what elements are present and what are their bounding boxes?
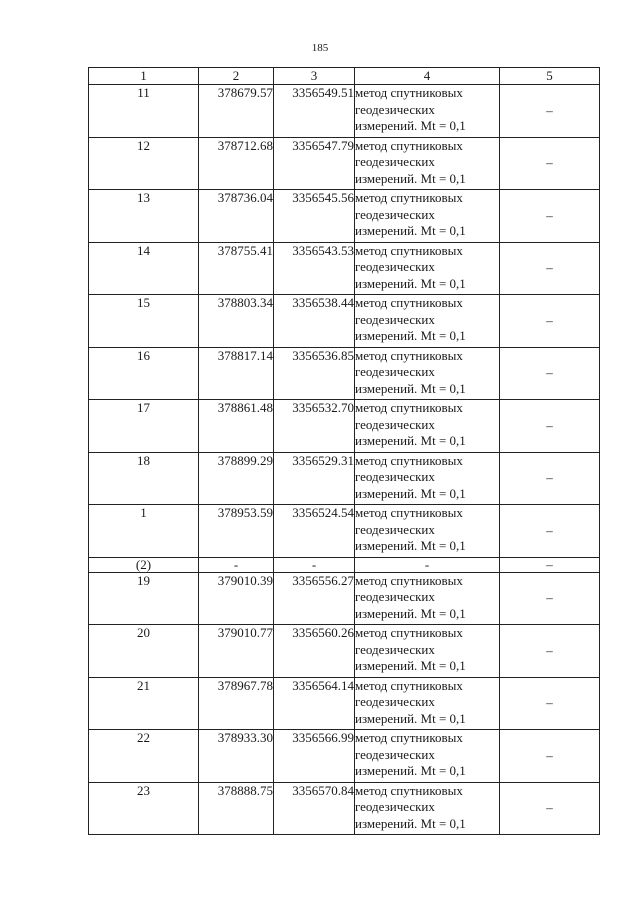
x-coordinate-cell: 379010.39 — [199, 572, 274, 625]
method-text-line: геодезических — [355, 416, 435, 432]
method-text-line: метод спутниковых — [355, 572, 463, 588]
table-row — [89, 677, 600, 730]
method-text-line: измерений. Mt = 0,1 — [355, 118, 466, 133]
point-number-cell: 1 — [89, 505, 199, 558]
y-coordinate-cell: 3356536.85 — [274, 347, 355, 400]
method-text-line: метод спутниковых — [355, 137, 463, 153]
method-cell — [355, 677, 500, 730]
method-text-line: измерений. Mt = 0,1 — [355, 485, 466, 501]
col5-dash-cell: – — [500, 137, 600, 190]
method-text-line: метод спутниковых — [355, 400, 463, 415]
method-text-line: геодезических — [355, 206, 435, 222]
method-cell — [355, 400, 500, 453]
table-row — [89, 295, 600, 348]
method-text-line: геодезических — [355, 589, 435, 604]
table-row — [89, 452, 600, 505]
method-text-line: измерений. Mt = 0,1 — [355, 170, 466, 186]
method-cell — [355, 347, 500, 400]
method-text-line: измерений. Mt = 0,1 — [355, 605, 466, 621]
point-number-cell: 22 — [89, 730, 199, 783]
y-dash-cell: - — [274, 557, 355, 572]
method-text-line: метод спутниковых — [355, 347, 463, 363]
x-coordinate-cell: 378712.68 — [199, 137, 274, 190]
table-row — [89, 625, 600, 678]
method-dash-cell: - — [355, 557, 500, 572]
y-coordinate-cell: 3356566.99 — [274, 730, 355, 783]
y-coordinate-cell: 3356545.56 — [274, 190, 355, 243]
method-cell — [355, 242, 500, 295]
method-cell — [355, 452, 500, 505]
y-coordinate-cell: 3356556.27 — [274, 572, 355, 625]
col5-dash-cell: – — [500, 730, 600, 783]
method-text-line: измерений. Mt = 0,1 — [355, 328, 466, 343]
y-coordinate-cell: 3356564.14 — [274, 677, 355, 730]
method-text-line: геодезических — [355, 746, 435, 762]
y-coordinate-cell: 3356560.26 — [274, 625, 355, 678]
col5-dash-cell: – — [500, 557, 600, 572]
header-col-5: 5 — [500, 68, 600, 85]
table-row — [89, 782, 600, 835]
table-row — [89, 137, 600, 190]
point-number-cell: 14 — [89, 242, 199, 295]
point-number-cell: 23 — [89, 782, 199, 835]
x-coordinate-cell: 378953.59 — [199, 505, 274, 558]
method-text-line: измерений. Mt = 0,1 — [355, 433, 466, 448]
method-text-line: геодезических — [355, 259, 435, 274]
method-cell — [355, 137, 500, 190]
y-coordinate-cell: 3356524.54 — [274, 505, 355, 558]
table-row — [89, 347, 600, 400]
point-number-cell: 19 — [89, 572, 199, 625]
coordinates-table — [88, 67, 600, 835]
col5-dash-cell: – — [500, 190, 600, 243]
y-coordinate-cell: 3356547.79 — [274, 137, 355, 190]
method-text-line: метод спутниковых — [355, 295, 463, 310]
method-text-line: метод спутниковых — [355, 452, 463, 468]
method-cell — [355, 85, 500, 138]
y-coordinate-cell: 3356570.84 — [274, 782, 355, 835]
point-number-cell: 12 — [89, 137, 199, 190]
x-coordinate-cell: 378736.04 — [199, 190, 274, 243]
contour-separator-row — [89, 557, 600, 572]
method-text-line: метод спутниковых — [355, 242, 463, 258]
method-text-line: измерений. Mt = 0,1 — [355, 763, 466, 778]
y-coordinate-cell: 3356538.44 — [274, 295, 355, 348]
method-cell — [355, 190, 500, 243]
y-coordinate-cell: 3356549.51 — [274, 85, 355, 138]
point-number-cell: 21 — [89, 677, 199, 730]
method-text-line: измерений. Mt = 0,1 — [355, 223, 466, 238]
col5-dash-cell: – — [500, 452, 600, 505]
method-text-line: измерений. Mt = 0,1 — [355, 275, 466, 291]
header-col-3: 3 — [274, 68, 355, 85]
header-col-1: 1 — [89, 68, 199, 85]
point-number-cell: 20 — [89, 625, 199, 678]
method-text-line: метод спутниковых — [355, 190, 463, 205]
method-text-line: измерений. Mt = 0,1 — [355, 538, 466, 553]
method-text-line: измерений. Mt = 0,1 — [355, 815, 466, 831]
col5-dash-cell: – — [500, 505, 600, 558]
col5-dash-cell: – — [500, 625, 600, 678]
method-text-line: геодезических — [355, 799, 435, 814]
x-coordinate-cell: 378861.48 — [199, 400, 274, 453]
method-cell — [355, 782, 500, 835]
col5-dash-cell: – — [500, 242, 600, 295]
method-text-line: измерений. Mt = 0,1 — [355, 380, 466, 396]
point-number-cell: 13 — [89, 190, 199, 243]
point-number-cell: 18 — [89, 452, 199, 505]
method-cell — [355, 730, 500, 783]
method-text-line: измерений. Mt = 0,1 — [355, 710, 466, 726]
method-text-line: метод спутниковых — [355, 85, 463, 100]
x-coordinate-cell: 378817.14 — [199, 347, 274, 400]
method-text-line: геодезических — [355, 311, 435, 327]
method-text-line: метод спутниковых — [355, 677, 463, 693]
table-row — [89, 242, 600, 295]
method-cell — [355, 625, 500, 678]
table-row — [89, 85, 600, 138]
table-row — [89, 572, 600, 625]
method-text-line: геодезических — [355, 521, 435, 537]
method-cell — [355, 572, 500, 625]
table-row — [89, 190, 600, 243]
method-text-line: метод спутниковых — [355, 782, 463, 798]
point-number-cell: 11 — [89, 85, 199, 138]
method-text-line: измерений. Mt = 0,1 — [355, 658, 466, 673]
contour-label-cell: (2) — [89, 557, 199, 572]
method-cell — [355, 295, 500, 348]
x-coordinate-cell: 378803.34 — [199, 295, 274, 348]
table-header-row — [89, 68, 600, 85]
point-number-cell: 15 — [89, 295, 199, 348]
table-row — [89, 505, 600, 558]
x-coordinate-cell: 378679.57 — [199, 85, 274, 138]
header-col-2: 2 — [199, 68, 274, 85]
col5-dash-cell: – — [500, 677, 600, 730]
x-coordinate-cell: 378933.30 — [199, 730, 274, 783]
method-text-line: метод спутниковых — [355, 625, 463, 640]
method-text-line: геодезических — [355, 469, 435, 484]
col5-dash-cell: – — [500, 782, 600, 835]
y-coordinate-cell: 3356529.31 — [274, 452, 355, 505]
x-coordinate-cell: 378755.41 — [199, 242, 274, 295]
x-coordinate-cell: 378888.75 — [199, 782, 274, 835]
point-number-cell: 16 — [89, 347, 199, 400]
table-row — [89, 400, 600, 453]
method-cell — [355, 505, 500, 558]
method-text-line: геодезических — [355, 101, 435, 117]
method-text-line: геодезических — [355, 364, 435, 379]
page-number: 185 — [311, 42, 329, 54]
y-coordinate-cell: 3356543.53 — [274, 242, 355, 295]
col5-dash-cell: – — [500, 572, 600, 625]
x-coordinate-cell: 378967.78 — [199, 677, 274, 730]
method-text-line: геодезических — [355, 641, 435, 657]
table-row — [89, 730, 600, 783]
col5-dash-cell: – — [500, 85, 600, 138]
x-coordinate-cell: 379010.77 — [199, 625, 274, 678]
method-text-line: метод спутниковых — [355, 505, 463, 520]
method-text-line: метод спутниковых — [355, 730, 463, 745]
x-coordinate-cell: 378899.29 — [199, 452, 274, 505]
header-col-4: 4 — [355, 68, 500, 85]
point-number-cell: 17 — [89, 400, 199, 453]
col5-dash-cell: – — [500, 347, 600, 400]
y-coordinate-cell: 3356532.70 — [274, 400, 355, 453]
col5-dash-cell: – — [500, 400, 600, 453]
col5-dash-cell: – — [500, 295, 600, 348]
x-dash-cell: - — [199, 557, 274, 572]
method-text-line: геодезических — [355, 694, 435, 709]
method-text-line: геодезических — [355, 154, 435, 169]
